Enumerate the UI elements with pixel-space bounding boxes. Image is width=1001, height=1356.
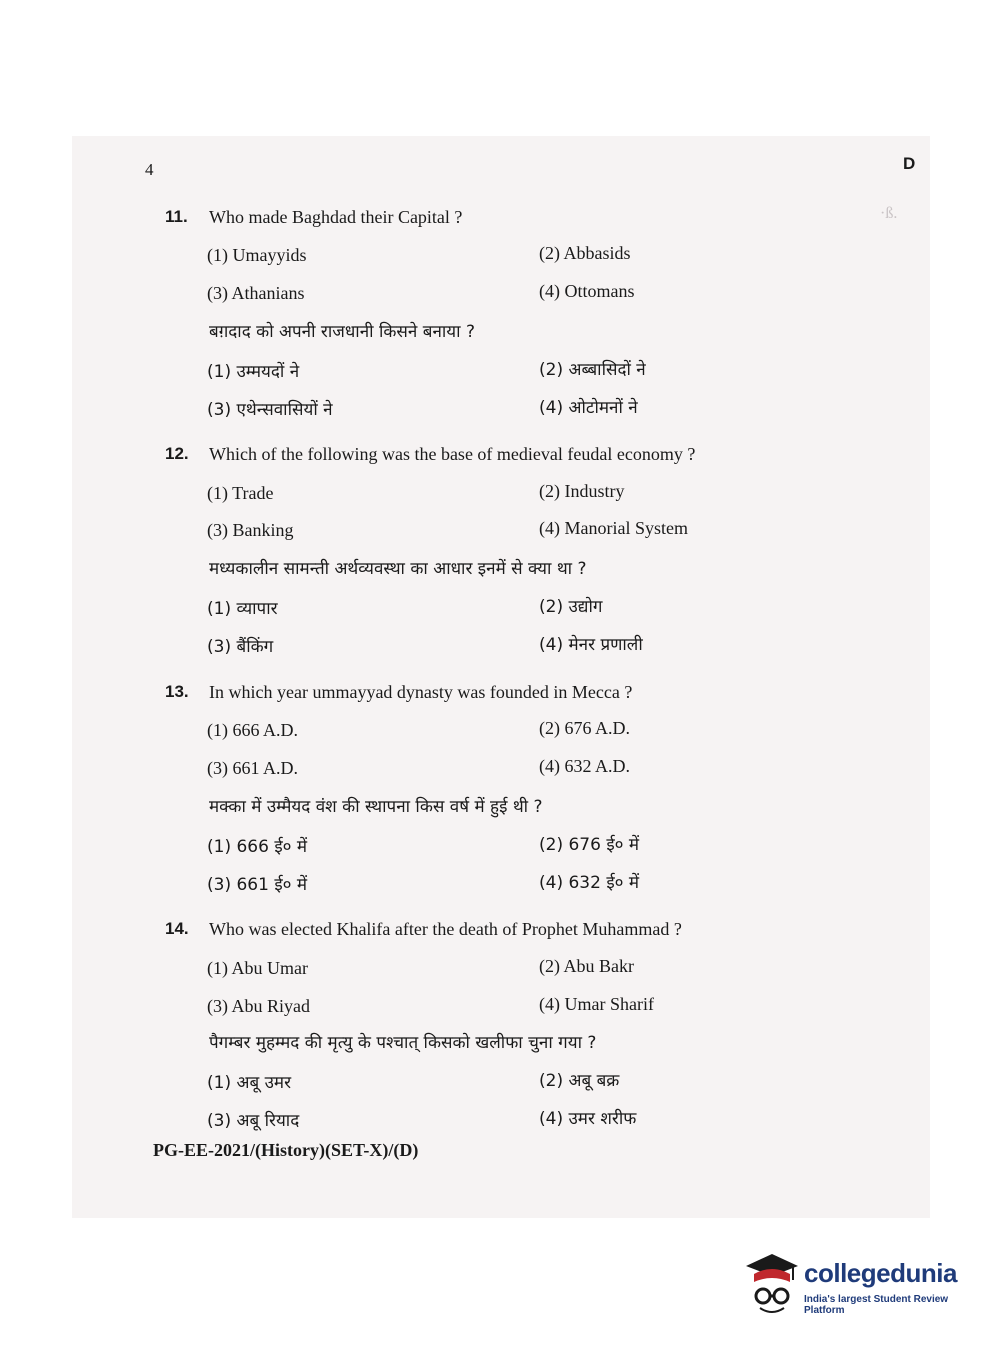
option-3-hindi: (3) बैंकिंग — [207, 637, 274, 657]
option-1: (1) Umayyids — [207, 245, 307, 265]
page-number: 4 — [145, 160, 154, 179]
option-4-hindi: (4) उमर शरीफ — [539, 1109, 637, 1129]
question-text-hindi: मक्का में उम्मैयद वंश की स्थापना किस वर्ष में हुई थी ? — [209, 797, 543, 817]
option-4-hindi: (4) 632 ई० में — [539, 873, 640, 893]
question-number: 14. — [165, 919, 189, 938]
question-number: 11. — [165, 207, 188, 226]
question-text: Which of the following was the base of medieval feudal economy ? — [209, 444, 696, 464]
option-4: (4) Manorial System — [539, 518, 688, 538]
question-number: 12. — [165, 444, 189, 463]
question-text-hindi: मध्यकालीन सामन्ती अर्थव्यवस्था का आधार इनमें से क्या था ? — [209, 559, 587, 579]
bleed-through-text: ·ß. — [880, 205, 898, 222]
option-4: (4) Ottomans — [539, 281, 635, 301]
option-2: (2) Industry — [539, 481, 625, 501]
option-2-hindi: (2) 676 ई० में — [539, 835, 640, 855]
question-text: Who made Baghdad their Capital ? — [209, 207, 463, 227]
option-4-hindi: (4) मेनर प्रणाली — [539, 635, 643, 655]
option-2: (2) Abbasids — [539, 243, 631, 263]
option-3: (3) Athanians — [207, 283, 305, 303]
option-3-hindi: (3) अबू रियाद — [207, 1111, 300, 1131]
brand-tagline: India's largest Student Review Platform — [804, 1294, 949, 1316]
question-text-hindi: पैगम्बर मुहम्मद की मृत्यु के पश्चात् किसको खलीफा चुना गया ? — [209, 1033, 597, 1053]
question-text-hindi: बग़दाद को अपनी राजधानी किसने बनाया ? — [209, 322, 475, 342]
student-mascot-icon — [742, 1252, 800, 1318]
collegedunia-logo — [742, 1252, 972, 1318]
option-1: (1) Abu Umar — [207, 958, 308, 978]
option-3-hindi: (3) एथेन्सवासियों ने — [207, 400, 333, 420]
option-1-hindi: (1) 666 ई० में — [207, 837, 308, 857]
option-4: (4) 632 A.D. — [539, 756, 630, 776]
option-1: (1) 666 A.D. — [207, 720, 298, 740]
brand-name: collegedunia — [804, 1258, 957, 1288]
option-4: (4) Umar Sharif — [539, 994, 654, 1014]
paper-code: PG-EE-2021/(History)(SET-X)/(D) — [153, 1140, 419, 1160]
option-2-hindi: (2) उद्योग — [539, 597, 603, 617]
option-3: (3) Abu Riyad — [207, 996, 310, 1016]
option-2: (2) 676 A.D. — [539, 718, 630, 738]
option-1-hindi: (1) अबू उमर — [207, 1073, 292, 1093]
option-3: (3) Banking — [207, 520, 294, 540]
exam-page — [72, 136, 930, 1218]
option-3-hindi: (3) 661 ई० में — [207, 875, 308, 895]
option-2-hindi: (2) अब्बासिदों ने — [539, 360, 646, 380]
question-text: In which year ummayyad dynasty was founded in Mecca ? — [209, 682, 633, 702]
option-4-hindi: (4) ओटोमनों ने — [539, 398, 638, 418]
set-code: D — [903, 154, 916, 173]
question-number: 13. — [165, 682, 189, 701]
option-2: (2) Abu Bakr — [539, 956, 634, 976]
option-1: (1) Trade — [207, 483, 274, 503]
option-1-hindi: (1) उम्मयदों ने — [207, 362, 300, 382]
option-3: (3) 661 A.D. — [207, 758, 298, 778]
option-1-hindi: (1) व्यापार — [207, 599, 278, 619]
option-2-hindi: (2) अबू बक्र — [539, 1071, 620, 1091]
question-text: Who was elected Khalifa after the death of Prophet Muhammad ? — [209, 919, 682, 939]
